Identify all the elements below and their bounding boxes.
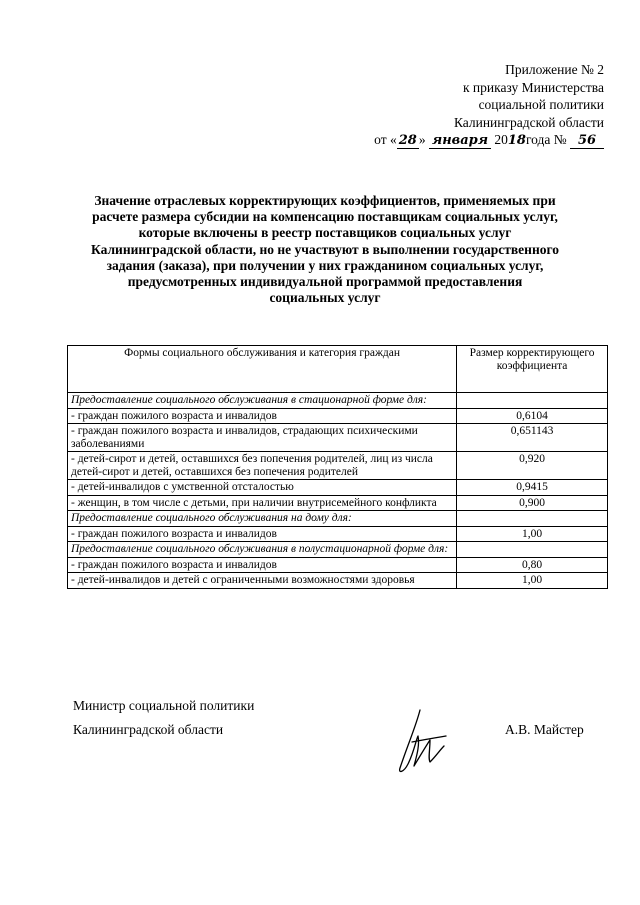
table-row	[68, 480, 608, 496]
row-value: 1,00	[457, 526, 608, 542]
appendix-ministry: социальной политики	[478, 97, 604, 112]
row-label: - граждан пожилого возраста и инвалидов	[68, 408, 457, 424]
year-suffix: 18	[507, 133, 526, 148]
header-forms: Формы социального обслуживания и категория граждан	[68, 346, 457, 393]
table-row	[68, 511, 608, 527]
appendix-label: Приложение № 2	[505, 62, 604, 77]
row-value: 0,9415	[457, 480, 608, 496]
row-label: - детей-сирот и детей, оставшихся без попечения родителей, лиц из числа детей-сирот и детей, оставшихся без попечения родителей	[68, 452, 457, 480]
table-row	[68, 526, 608, 542]
row-label: - граждан пожилого возраста и инвалидов, страдающих психическими заболеваниями	[68, 424, 457, 452]
row-value: 1,00	[457, 573, 608, 589]
coefficient-table	[67, 345, 608, 589]
year-word: года №	[525, 132, 567, 147]
title-line: Значение отраслевых корректирующих коэффициентов, применяемых при	[94, 193, 556, 208]
handwritten-signature	[390, 706, 450, 778]
appendix-block	[374, 61, 604, 149]
row-label: - детей-инвалидов и детей с ограниченными возможностями здоровья	[68, 573, 457, 589]
date-sep: »	[418, 132, 426, 147]
header-coefficient: Размер корректирующего коэффициента	[457, 346, 608, 393]
date-month: января	[429, 134, 491, 149]
year-prefix: 20	[494, 132, 508, 147]
table-row	[68, 542, 608, 558]
table-row	[68, 424, 608, 452]
appendix-region: Калининградской области	[453, 114, 604, 130]
table-header-row	[68, 346, 608, 393]
title-line: предусмотренных индивидуальной программой предоставления	[127, 274, 523, 290]
section-stationary: Предоставление социального обслуживания в стационарной форме для:	[68, 393, 457, 409]
row-value	[457, 393, 608, 409]
order-number: 56	[570, 134, 604, 149]
position-title: Министр социальной политики	[73, 698, 255, 713]
section-home: Предоставление социального обслуживания на дому для:	[68, 511, 457, 527]
title-line: социальных услуг	[269, 290, 381, 306]
appendix-date-line	[374, 131, 604, 149]
title-line: Калининградской области, но не участвуют в выполнении государственного	[90, 241, 560, 257]
date-prefix: от «	[374, 132, 397, 147]
position-region: Калининградской области	[73, 722, 224, 737]
row-label: - граждан пожилого возраста и инвалидов	[68, 557, 457, 573]
appendix-order-ref: к приказу Министерства	[462, 79, 604, 95]
title-line: которые включены в реестр поставщиков социальных услуг	[138, 225, 512, 241]
section-semistationary: Предоставление социального обслуживания в полустационарной форме для:	[68, 542, 457, 558]
row-label: - граждан пожилого возраста и инвалидов	[68, 526, 457, 542]
row-label: - детей-инвалидов с умственной отсталостью	[68, 480, 457, 496]
row-value: 0,80	[457, 557, 608, 573]
title-line: задания (заказа), при получении у них гражданином социальных услуг,	[106, 257, 544, 273]
row-value	[457, 542, 608, 558]
signatory-name: А.В. Майстер	[505, 722, 584, 737]
table-row	[68, 495, 608, 511]
title-line: расчете размера субсидии на компенсацию поставщикам социальных услуг,	[92, 209, 558, 225]
table-row	[68, 557, 608, 573]
row-value: 0,651143	[457, 424, 608, 452]
row-value: 0,900	[457, 495, 608, 511]
signatory-position	[73, 694, 254, 742]
date-day: 28	[398, 133, 417, 148]
table-row	[68, 393, 608, 409]
row-label: - женщин, в том числе с детьми, при наличии внутрисемейного конфликта	[68, 495, 457, 511]
row-value: 0,6104	[457, 408, 608, 424]
table-row	[68, 408, 608, 424]
document-title	[60, 193, 590, 306]
row-value	[457, 511, 608, 527]
row-value: 0,920	[457, 452, 608, 480]
table-row	[68, 573, 608, 589]
table-row	[68, 452, 608, 480]
